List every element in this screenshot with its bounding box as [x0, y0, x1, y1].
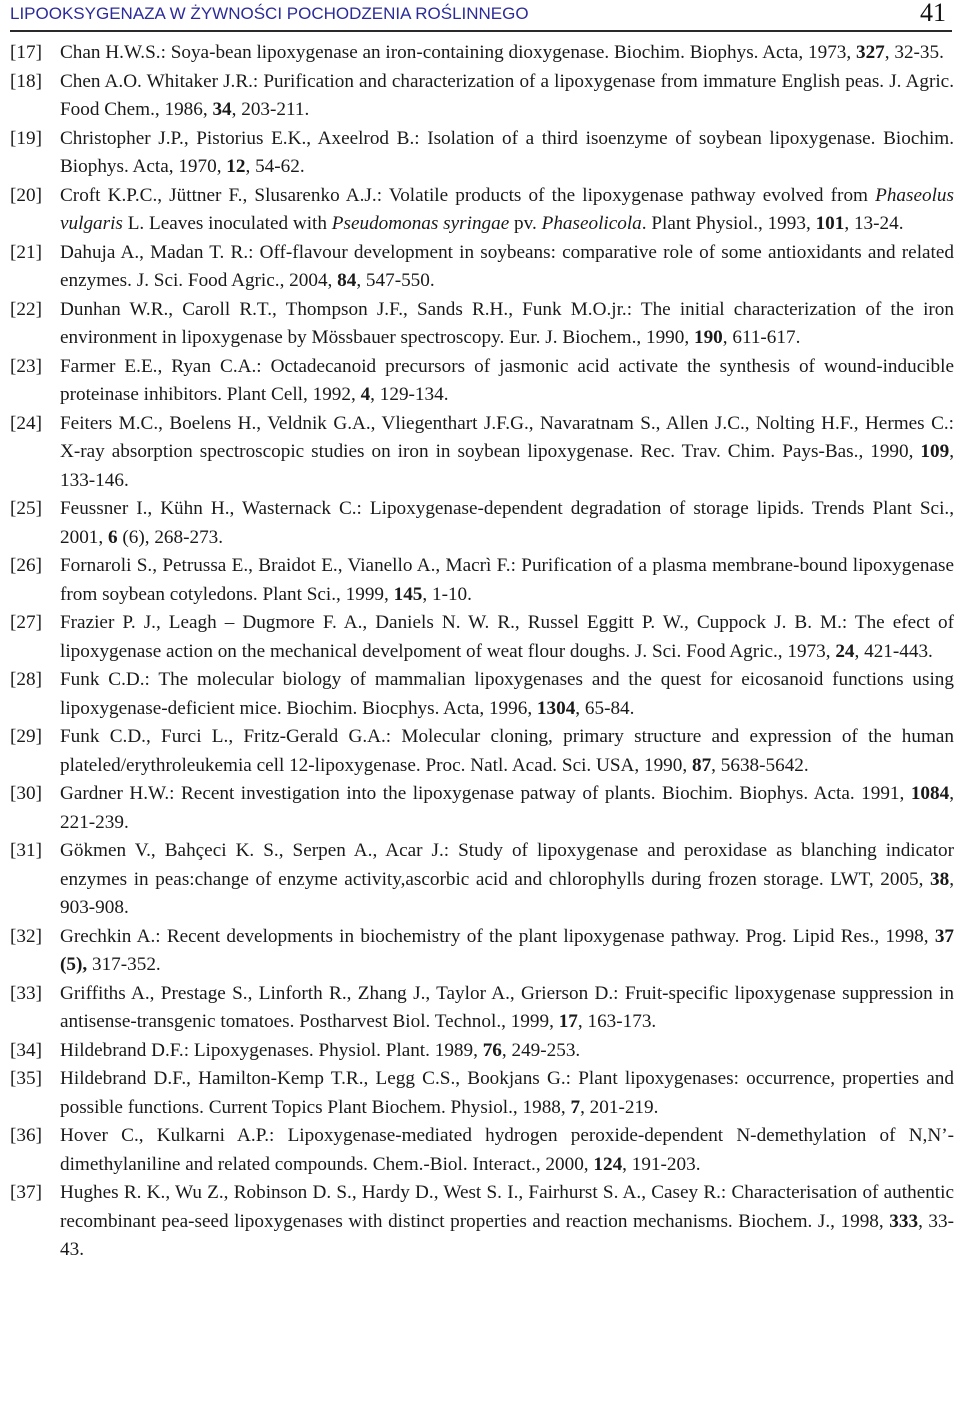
reference-text — [60, 498, 954, 548]
reference-entry — [10, 353, 954, 410]
citation-text: , 249-253. — [501, 1039, 581, 1061]
reference-entry — [10, 666, 954, 723]
citation-text: Hildebrand D.F., Hamilton-Kemp T.R., Legg C.S., Bookjans G.: Plant lipoxygenases: occurrence, properties and possible functions. Current Topics Plant Biochem. Physiol., 1988, — [60, 1068, 954, 1118]
reference-number: [17] — [10, 42, 42, 63]
citation-text: , 65-84. — [575, 697, 635, 719]
reference-number: [18] — [10, 70, 42, 92]
volume-number: 101 — [815, 213, 845, 234]
citation-text: Frazier P. J., Leagh – Dugmore F. A., Daniels N. W. R., Russel Eggitt P. W., Cuppock J. B. M.: The efect of lipoxygenase action on the mechanical develpoment of weat flour doughs. J. Sci. Food Agric., 1973, — [60, 612, 954, 662]
volume-number: 109 — [920, 441, 950, 462]
volume-number: 84 — [337, 270, 357, 291]
running-header — [10, 0, 952, 32]
reference-entry — [10, 837, 954, 923]
reference-text — [60, 413, 954, 491]
volume-number: 333 — [889, 1210, 919, 1232]
citation-text: , 203-211. — [231, 99, 310, 120]
citation-text: Dahuja A., Madan T. R.: Off-flavour development in soybeans: comparative role of some antioxidants and related enzymes. J. Sci. Food Agric., 2004, — [60, 241, 954, 291]
reference-number: [26] — [10, 555, 42, 576]
volume-number: 1304 — [536, 697, 576, 719]
reference-entry — [10, 125, 954, 182]
citation-text: , 33-43. — [60, 1210, 955, 1260]
reference-entry — [10, 1037, 954, 1066]
reference-text — [60, 840, 954, 918]
reference-entry — [10, 239, 954, 296]
reference-number: [23] — [10, 355, 42, 377]
citation-text: Christopher J.P., Pistorius E.K., Axeelrod B.: Isolation of a third isoenzyme of soybean lipoxygenase. Biochim. Biophys. Acta, 1970, — [60, 127, 954, 177]
reference-entry — [10, 923, 954, 980]
volume-number: 7 — [570, 1096, 581, 1118]
reference-entry — [10, 609, 954, 666]
volume-number: 76 — [482, 1039, 502, 1061]
reference-entry — [10, 1122, 954, 1179]
citation-text: Feiters M.C., Boelens H., Veldnik G.A., Vliegenthart J.F.G., Navaratnam S., Allen J.C., Nolting H.F., Hermes C.: X-ray absorption spectroscopic studies on iron in soybean lipoxygenase. Rec. Trav. Chim. Pays-Bas., 1990, — [60, 412, 954, 462]
citation-text: , 221-239. — [60, 783, 954, 833]
reference-text — [60, 983, 954, 1033]
volume-number: 1084 — [910, 783, 950, 804]
reference-number: [22] — [10, 298, 42, 320]
reference-text — [60, 555, 954, 605]
citation-text: Fornaroli S., Petrussa E., Braidot E., Vianello A., Macrì F.: Purification of a plasma membrane-bound lipoxygenase from soybean cotyledons. Plant Sci., 1999, — [60, 555, 954, 605]
reference-entry — [10, 980, 954, 1037]
volume-number: 37 (5), — [60, 925, 954, 975]
reference-number: [35] — [10, 1068, 42, 1089]
citation-text: Dunhan W.R., Caroll R.T., Thompson J.F., Sands R.H., Funk M.O.jr.: The initial characterization of the iron environment in lipoxygenase by Mössbauer spectroscopy. Eur. J. Biochem., 1990, — [60, 298, 954, 348]
reference-text — [60, 612, 954, 662]
citation-text: , 421-443. — [854, 640, 933, 662]
reference-text — [60, 128, 954, 178]
page-number: 41 — [920, 0, 946, 27]
citation-text: , 5638-5642. — [711, 754, 809, 776]
reference-text — [60, 242, 954, 292]
reference-number: [27] — [10, 612, 42, 633]
citation-text: Farmer E.E., Ryan C.A.: Octadecanoid precursors of jasmonic acid activate the synthesis of wound-inducible proteinase inhibitors. Plant Cell, 1992, — [60, 355, 954, 405]
citation-text: Griffiths A., Prestage S., Linforth R., Zhang J., Taylor A., Grierson D.: Fruit-specific lipoxygenase suppression in antisense-transgenic tomatoes. Postharvest Biol. Technol., 1999, — [60, 982, 954, 1032]
reference-number: [24] — [10, 412, 42, 434]
volume-number: 24 — [835, 640, 855, 662]
reference-entry — [10, 495, 954, 552]
citation-text: , 163-173. — [577, 1011, 657, 1032]
italic-term: Phaseolus vulgaris — [60, 184, 954, 234]
reference-text — [60, 1182, 954, 1260]
reference-number: [33] — [10, 982, 42, 1004]
citation-text: Gökmen V., Bahçeci K. S., Serpen A., Acar J.: Study of lipoxygenase and peroxidase as blanching indicator enzymes in peas:change of enzyme activity,ascorbic acid and chlorophylls during frozen storage. LWT, 2005, — [60, 840, 954, 890]
reference-text — [60, 356, 954, 406]
citation-text: , 191-203. — [622, 1153, 701, 1175]
reference-number: [20] — [10, 184, 42, 206]
citation-text: Grechkin A.: Recent developments in biochemistry of the plant lipoxygenase pathway. Prog. Lipid Res., 1998, — [60, 925, 935, 947]
citation-text: . Plant Physiol., 1993, — [641, 213, 816, 234]
reference-text — [60, 42, 944, 63]
reference-number: [21] — [10, 241, 42, 263]
citation-text: , 201-219. — [580, 1096, 659, 1118]
citation-text: Chan H.W.S.: Soya-bean lipoxygenase an iron-containing dioxygenase. Biochim. Biophys. Acta, 1973, — [60, 42, 856, 63]
citation-text: Funk C.D., Furci L., Fritz-Gerald G.A.: Molecular cloning, primary structure and expression of the human plateled/erythroleukemia cell 12-lipoxygenase. Proc. Natl. Acad. Sci. USA, 1990, — [60, 726, 954, 776]
volume-number: 38 — [930, 868, 950, 890]
reference-number: [32] — [10, 925, 42, 947]
citation-text: 317-352. — [87, 954, 161, 975]
reference-number: [34] — [10, 1039, 42, 1061]
reference-text — [60, 185, 954, 235]
citation-text: Chen A.O. Whitaker J.R.: Purification and characterization of a lipoxygenase from immature English peas. J. Agric. Food Chem., 1986, — [60, 70, 954, 120]
citation-text: Hughes R. K., Wu Z., Robinson D. S., Hardy D., West S. I., Fairhurst S. A., Casey R.: Characterisation of authentic recombinant pea-seed lipoxygenases with distinct properties and reaction mechanisms. Biochem. J., 1998, — [60, 1182, 954, 1232]
citation-text: (6), 268-273. — [117, 526, 224, 548]
reference-text — [60, 726, 954, 776]
reference-text — [60, 71, 954, 121]
reference-entry — [10, 1179, 954, 1265]
citation-text: Hover C., Kulkarni A.P.: Lipoxygenase-mediated hydrogen peroxide-dependent N-demethylation of N,N’-dimethylaniline and related compounds. Chem.-Biol. Interact., 2000, — [60, 1125, 954, 1175]
reference-number: [25] — [10, 498, 42, 519]
citation-text: , 129-134. — [370, 384, 449, 405]
citation-text: Gardner H.W.: Recent investigation into the lipoxygenase patway of plants. Biochim. Biophys. Acta. 1991, — [60, 783, 911, 804]
volume-number: 87 — [691, 754, 712, 776]
reference-entry — [10, 410, 954, 496]
citation-text: , 133-146. — [60, 441, 954, 491]
volume-number: 124 — [593, 1153, 623, 1175]
reference-entry — [10, 723, 954, 780]
citation-text: , 903-908. — [60, 868, 954, 918]
reference-number: [31] — [10, 840, 42, 861]
volume-number: 34 — [212, 99, 232, 120]
reference-entry — [10, 182, 954, 239]
reference-text — [60, 1125, 954, 1175]
volume-number: 12 — [226, 156, 246, 177]
reference-entry — [10, 39, 954, 68]
reference-text — [60, 669, 954, 719]
citation-text: , 32-35. — [884, 42, 944, 63]
italic-term: Pseudomonas syringae — [331, 213, 510, 234]
reference-number: [29] — [10, 726, 42, 747]
reference-number: [37] — [10, 1182, 42, 1203]
reference-text — [60, 1040, 580, 1061]
volume-number: 327 — [855, 42, 885, 63]
volume-number: 190 — [693, 327, 723, 348]
volume-number: 17 — [558, 1011, 578, 1032]
citation-text: Hildebrand D.F.: Lipoxygenases. Physiol. Plant. 1989, — [60, 1039, 483, 1061]
citation-text: , 611-617. — [722, 327, 801, 348]
reference-text — [60, 299, 954, 349]
reference-entry — [10, 1065, 954, 1122]
reference-entry — [10, 296, 954, 353]
volume-number: 4 — [360, 384, 371, 405]
reference-entry — [10, 552, 954, 609]
reference-entry — [10, 68, 954, 125]
citation-text: , 1-10. — [422, 583, 472, 605]
volume-number: 145 — [393, 583, 423, 605]
reference-entry — [10, 780, 954, 837]
citation-text: pv. — [509, 213, 542, 234]
citation-text: Croft K.P.C., Jüttner F., Slusarenko A.J.: Volatile products of the lipoxygenase pathway evolved from — [60, 184, 876, 206]
citation-text: Funk C.D.: The molecular biology of mammalian lipoxygenases and the quest for eicosanoid functions using lipoxygenase-deficient mice. Biochim. Biocphys. Acta, 1996, — [60, 669, 954, 719]
running-title: LIPOOKSYGENAZA W ŻYWNOŚCI POCHODZENIA ROŚLINNEGO — [10, 4, 529, 23]
citation-text: , 13-24. — [844, 213, 904, 234]
reference-number: [19] — [10, 127, 42, 149]
citation-text: , 54-62. — [245, 156, 305, 177]
reference-text — [60, 783, 954, 833]
citation-text: L. Leaves inoculated with — [122, 213, 332, 234]
italic-term: Phaseolicola — [541, 213, 642, 234]
reference-number: [30] — [10, 783, 42, 804]
citation-text: Feussner I., Kühn H., Wasternack C.: Lipoxygenase-dependent degradation of storage lipids. Trends Plant Sci., 2001, — [60, 498, 954, 548]
citation-text: , 547-550. — [356, 270, 435, 291]
reference-number: [36] — [10, 1125, 42, 1146]
reference-text — [60, 926, 954, 976]
reference-text — [60, 1068, 954, 1118]
volume-number: 6 — [107, 526, 118, 548]
reference-number: [28] — [10, 669, 42, 690]
reference-list — [10, 39, 954, 1265]
